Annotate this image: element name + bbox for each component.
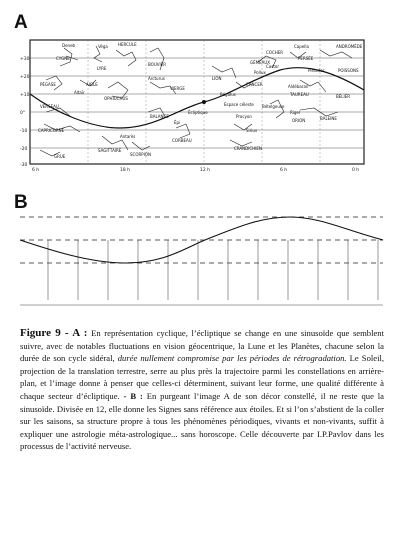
constellation-label: CAPRICORNE bbox=[38, 128, 65, 133]
constellation-label: Régulus bbox=[220, 92, 236, 97]
constellation-label: CYGNE bbox=[56, 56, 70, 61]
constellation-label: Rigel bbox=[290, 110, 301, 115]
constellation-label: Antarès bbox=[120, 134, 136, 139]
panel-b-label: B bbox=[14, 192, 28, 213]
constellation-label: ORION bbox=[292, 118, 306, 123]
constellation-label: Deneb bbox=[62, 43, 76, 48]
y-tick: +10 bbox=[20, 93, 30, 98]
constellation-label: Castor bbox=[266, 64, 279, 69]
figure-number: Figure 9 - A : bbox=[20, 327, 88, 339]
x-tick: 18 h bbox=[120, 168, 131, 173]
constellation-label: BALEINE bbox=[320, 116, 337, 121]
y-tick-labels bbox=[20, 56, 30, 168]
x-tick: 0 h bbox=[352, 168, 360, 173]
constellation-label: BOUVIER bbox=[148, 62, 166, 67]
constellation-label: Pollux bbox=[254, 70, 266, 75]
y-tick: +20 bbox=[20, 75, 30, 80]
constellation-label: Écliptique bbox=[188, 110, 208, 115]
panel-a-label: A bbox=[14, 12, 28, 33]
constellation-label: TAUREAU bbox=[290, 92, 309, 97]
sinusoid-diagram bbox=[20, 217, 383, 305]
constellation-label: PÉGASE bbox=[40, 82, 56, 87]
constellation-label: Aldébaran bbox=[288, 84, 309, 89]
y-tick: -20 bbox=[20, 147, 28, 152]
constellation-label: Arcturus bbox=[148, 76, 165, 81]
constellation-label: HERCULE bbox=[118, 42, 137, 47]
constellation-label: Bételgeuse bbox=[262, 104, 285, 109]
constellation-label: CORBEAU bbox=[172, 138, 192, 143]
equinox-point bbox=[202, 100, 206, 104]
x-tick-labels bbox=[32, 167, 359, 173]
constellation-label: LION bbox=[212, 76, 222, 81]
constellation-label: Épi bbox=[174, 120, 181, 125]
caption-emphasis: durée nullement compromise par les périodes de rétrogradation. bbox=[117, 353, 347, 364]
y-tick: +30 bbox=[20, 57, 30, 62]
constellation-label: Capella bbox=[294, 44, 309, 49]
y-tick: -10 bbox=[20, 129, 28, 134]
constellation-label: VERSEAU bbox=[40, 104, 59, 109]
constellation-label: VIERGE bbox=[170, 86, 185, 91]
constellation-label: SCORPION bbox=[130, 152, 151, 157]
constellation-label: Sirius bbox=[246, 128, 258, 133]
constellation-label: LYRE bbox=[97, 66, 107, 71]
y-tick: 0° bbox=[20, 111, 26, 116]
constellation-label: BALANCE bbox=[150, 114, 169, 119]
x-tick: 12 h bbox=[200, 168, 211, 173]
constellation-label: AIGLE bbox=[86, 82, 98, 87]
constellation-label: Véga bbox=[98, 44, 108, 49]
constellation-label: BÉLIER bbox=[336, 94, 350, 99]
caption-text-2: Le Soleil, projection de la translation terrestre, serre au plus près la trajectoire parmi les constellations en arrière-plan, et l’image donne à penser que celles-ci déterminent, suivant leur forme, une qualité différente à chaque secteur d’écliptique. bbox=[20, 353, 384, 401]
constellation-label: Altaïr bbox=[74, 90, 85, 95]
constellation-label: POISSONS bbox=[338, 68, 359, 73]
x-tick: 6 h bbox=[280, 168, 288, 173]
constellation-label: OPHIUCHUS bbox=[104, 96, 128, 101]
constellation-label: Espace céleste bbox=[224, 102, 254, 107]
constellation-label: GÉMEAUX bbox=[250, 60, 271, 65]
constellation-label: Procyon bbox=[236, 114, 252, 119]
figure-caption bbox=[20, 327, 384, 453]
constellation-label: Pléiades bbox=[308, 68, 325, 73]
constellation-label: SAGITTAIRE bbox=[98, 148, 122, 153]
caption-b-marker: - B : bbox=[123, 390, 143, 401]
star-chart bbox=[20, 40, 364, 173]
constellation-label: COCHER bbox=[266, 50, 284, 55]
constellation-label: ANDROMÈDE bbox=[336, 44, 363, 49]
sign-dividers bbox=[48, 240, 378, 300]
constellation-label: GRUE bbox=[54, 154, 66, 159]
star-chart-frame bbox=[30, 40, 364, 164]
constellation-label: CANCER bbox=[246, 82, 263, 87]
constellation-label: CRANDICHIEN bbox=[234, 146, 262, 151]
caption-text-1: En représentation cyclique, l’écliptique se change en une sinusoïde que semblent suivre, avec de notables fluctuations en vision géocentrique, la Lune et les Planètes, chacune selon la durée de son cycle sidéral, bbox=[20, 328, 384, 364]
y-tick: -30 bbox=[20, 163, 28, 168]
caption-text-3: En purgeant l’image A de son décor constellé, il ne reste que la sinusoïde. Divisée en 12, elle donne les Signes sans référence aux étoiles. Et si l’on s’abstient de la coller sur les saisons, sa structure propre à tous les phénomènes périodiques, vivants et non-vivants, suffit à expliquer une astrologie méta-astrologique... sans horoscope. Celle découverte par I.P.Pavlov dans les processus de l’activité nerveuse. bbox=[20, 390, 385, 452]
constellation-label: PERSÉE bbox=[298, 56, 314, 61]
x-tick: 6 h bbox=[32, 168, 40, 173]
